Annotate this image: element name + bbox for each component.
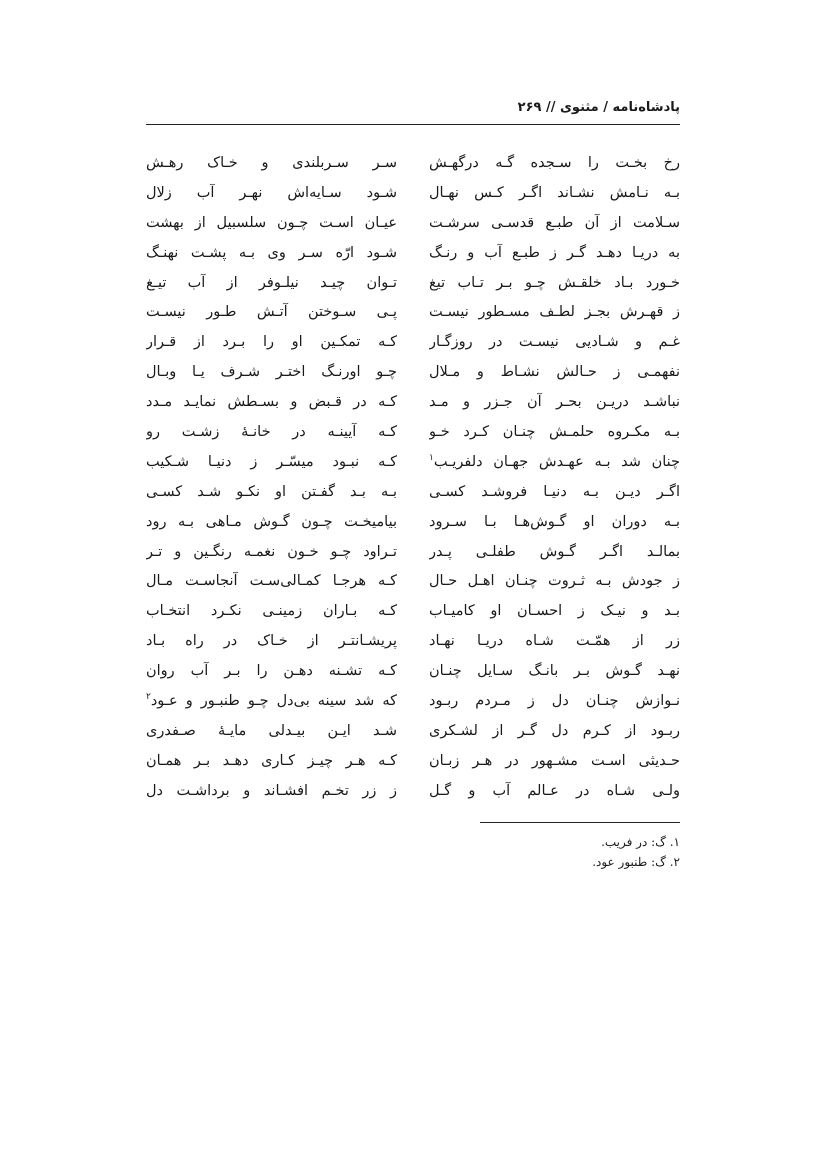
hemistich-text: بـه دوران او گـوش‌هـا بـا سـرود [429, 513, 680, 530]
hemistich [429, 600, 680, 630]
hemistich [146, 690, 397, 720]
hemistich [146, 272, 397, 302]
hemistich-text: که شد سینه بی‌دل چـو طنبـور و عـود [150, 693, 397, 710]
hemistich-text: سـر سـربلندی و خـاک رهـش [146, 155, 397, 171]
hemistich-text: خـورد بـاد خلقـش چـو بـر تـاب تیغ [429, 274, 680, 291]
hemistich [146, 242, 397, 272]
hemistich [429, 451, 680, 481]
hemistich-text: سـلامت از آن طبـع قدسـی سرشـت [429, 214, 680, 231]
hemistich-text: پـی سـوختن آتـش طـور نیسـت [146, 304, 397, 321]
hemistich-text: غـم و شـادیی نیسـت در روزگـار [429, 334, 680, 351]
hemistich-text: اگـر دیـن بـه دنیـا فروشـد کسـی [429, 483, 680, 500]
hemistich [429, 182, 680, 212]
poem-column-right [429, 152, 680, 810]
hemistich [146, 182, 397, 212]
hemistich-text: بـه نـامش نشـاند اگـر کـس نهـال [429, 184, 680, 201]
hemistich [146, 451, 397, 481]
footnote-marker: ۱ [429, 453, 434, 464]
hemistich [146, 660, 397, 690]
hemistich-text: بـه مکـروه حلمـش چنـان کـرد خـو [429, 424, 680, 441]
hemistich-text: کـه آیینـه در خانـهٔ زشـت رو [146, 424, 397, 441]
hemistich [429, 690, 680, 720]
hemistich [429, 570, 680, 600]
hemistich-text: کـه بـاران زمینـی نکـرد انتخـاب [146, 603, 397, 620]
running-header: پادشاه‌نامه / مثنوی // ۲۶۹ [517, 100, 680, 115]
hemistich [429, 242, 680, 272]
hemistich [146, 361, 397, 391]
poem-column-left [146, 152, 397, 810]
hemistich-text: کـه تمکـین او را بـرد از قـرار [146, 334, 397, 351]
hemistich [146, 212, 397, 242]
hemistich-text: کـه در قـبض و بسـطش نمایـد مـدد [146, 394, 397, 411]
hemistich [429, 391, 680, 421]
hemistich-text: شـود ارّه سـر وی بـه پشـت نهنـگ [146, 244, 397, 261]
hemistich-text: چـو اورنـگ اختـر شـرف یـا وبـال [146, 364, 397, 381]
hemistich [429, 630, 680, 660]
hemistich [146, 481, 397, 511]
footnote-rule [480, 822, 680, 823]
hemistich-text: نفهمـی ز حـالش نشـاط و مـلال [429, 364, 680, 381]
hemistich [146, 301, 397, 331]
hemistich-text: به دریـا دهـد گـر ز طبـع آب و رنـگ [429, 244, 680, 261]
hemistich-text: تـوان چیـد نیلـوفر از آب تیـغ [146, 274, 397, 291]
hemistich [429, 421, 680, 451]
hemistich [429, 212, 680, 242]
hemistich-text: ز جودش بـه ثـروت چنـان اهـل حـال [429, 573, 680, 590]
hemistich-text: حـدیثی اسـت مشـهور در هـر زبـان [429, 752, 680, 769]
hemistich-text: رخ بخـت را سـجده گـه درگهـش [429, 155, 680, 171]
hemistich-text: کـه نبـود میسّـر ز دنیـا شـکیب [146, 453, 397, 470]
hemistich [146, 720, 397, 750]
hemistich [146, 600, 397, 630]
hemistich-text: پریشـانتـر از خـاک در راه بـاد [146, 633, 397, 650]
hemistich-text: عیـان اسـت چـون سلسبیل از بهشت [146, 214, 397, 231]
hemistich-text: ز زر تخـم افشـاند و برداشـت دل [146, 782, 397, 799]
hemistich-text: کـه هـر چیـز کـاری دهـد بـر همـان [146, 752, 397, 769]
hemistich-text: نباشـد دریـن بحـر آن جـزر و مـد [429, 394, 680, 411]
hemistich-text: بیامیخـت چـون گـوش مـاهی بـه رود [146, 513, 397, 530]
header-rule [146, 124, 680, 125]
hemistich [146, 421, 397, 451]
hemistich [146, 750, 397, 780]
hemistich [429, 361, 680, 391]
footnote-marker: ۲ [146, 692, 151, 703]
hemistich-text: زر از همّـت شـاه دریـا نهـاد [429, 633, 680, 650]
hemistich [429, 660, 680, 690]
hemistich-text: تـراود چـو خـون نغمـه رنگـین و تـر [146, 543, 397, 560]
hemistich [146, 541, 397, 571]
hemistich [429, 720, 680, 750]
hemistich [146, 511, 397, 541]
hemistich-text: کـه تشـنه دهـن را بـر آب روان [146, 663, 397, 680]
hemistich-text: ولـی شـاه در عـالم آب و گـل [429, 782, 680, 799]
hemistich [429, 301, 680, 331]
hemistich-text: ز قهـرش بجـز لطـف مسـطور نیسـت [429, 304, 680, 321]
hemistich [146, 152, 397, 182]
hemistich [146, 391, 397, 421]
hemistich [429, 481, 680, 511]
hemistich-text: شـود سـایه‌اش نهـر آب زلال [146, 184, 397, 201]
hemistich-text: بـه بـد گفـتن او نکـو شـد کسـی [146, 483, 397, 500]
hemistich [429, 750, 680, 780]
footnote-1: ۱. گ: در فریب. [601, 835, 680, 849]
hemistich-text: ربـود از کـرم دل گـر از لشـکری [429, 722, 680, 739]
hemistich-text: بمالـد اگـر گـوش طفلـی پـدر [429, 543, 680, 560]
hemistich [429, 152, 680, 182]
hemistich-text: چنان شد بـه عهـدش جهـان دلفریـب [433, 453, 680, 470]
hemistich [429, 541, 680, 571]
footnotes [592, 832, 680, 872]
footnote-2: ۲. گ: طنبور عود. [592, 855, 680, 869]
hemistich-text: بـد و نیـک ز احسـان او کامیـاب [429, 603, 680, 620]
hemistich [429, 780, 680, 810]
hemistich-text: کـه هرجـا کمـالی‌سـت آنجاسـت مـال [146, 573, 397, 590]
hemistich-text: شـد ایـن بیـدلی مایـهٔ صـفدری [146, 722, 397, 739]
hemistich-text: نـوازش چنـان دل ز مـردم ربـود [429, 693, 680, 710]
hemistich [146, 570, 397, 600]
hemistich [429, 331, 680, 361]
hemistich [429, 511, 680, 541]
hemistich [146, 630, 397, 660]
hemistich [146, 331, 397, 361]
hemistich [146, 780, 397, 810]
hemistich [429, 272, 680, 302]
hemistich-text: نهـد گـوش بـر بانـگ سـایل چنـان [429, 663, 680, 680]
